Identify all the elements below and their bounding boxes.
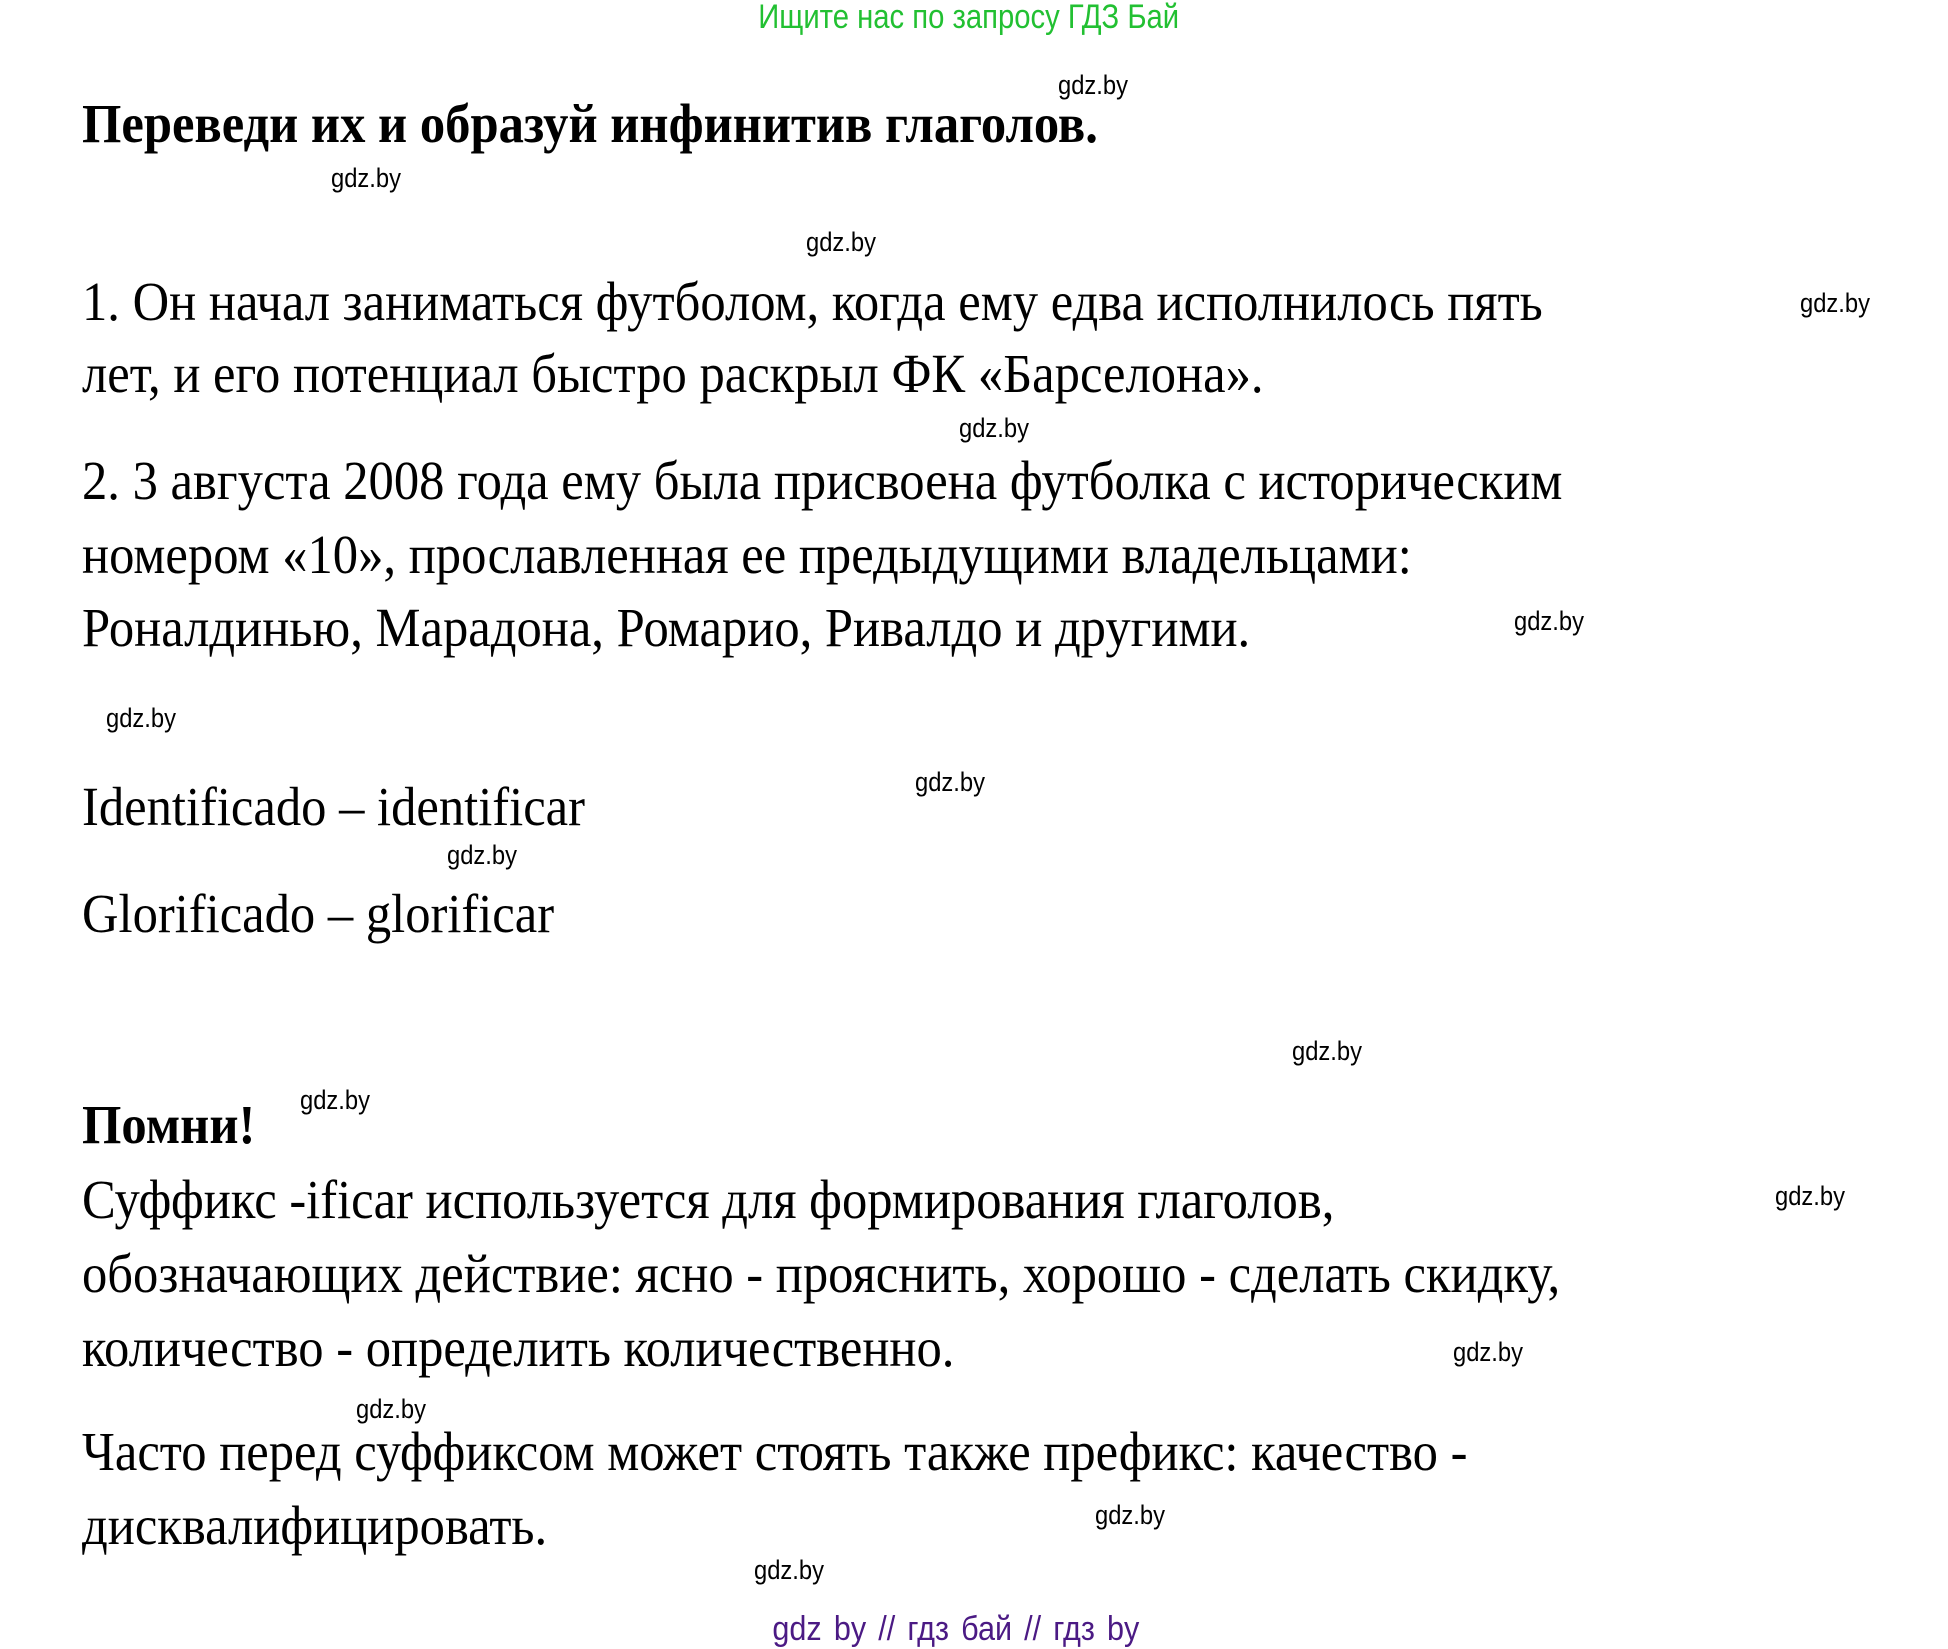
remember-p1-line-1: Суффикс -ificar используется для формирования глаголов, <box>82 1169 1335 1230</box>
watermark: gdz.by <box>754 1555 825 1585</box>
watermark: gdz.by <box>331 163 402 193</box>
watermark: gdz.by <box>1292 1036 1363 1066</box>
sentence-2-line-3: Роналдинью, Марадона, Ромарио, Ривалдо и другими. <box>82 597 1251 658</box>
sentence-1-line-2: лет, и его потенциал быстро раскрыл ФК «Барселона». <box>82 343 1264 404</box>
remember-p1-line-3: количество - определить количественно. <box>82 1317 955 1378</box>
remember-heading: Помни! <box>82 1094 256 1155</box>
answer-identificar: Identificado – identificar <box>82 776 585 837</box>
sentence-1-line-1: 1. Он начал заниматься футболом, когда ему едва исполнилось пять <box>82 271 1543 332</box>
sentence-2-line-2: номером «10», прославленная ее предыдущими владельцами: <box>82 524 1412 585</box>
watermark: gdz.by <box>1775 1181 1846 1211</box>
watermark: gdz.by <box>959 413 1030 443</box>
watermark: gdz.by <box>300 1085 371 1115</box>
remember-p2-line-1: Часто перед суффиксом может стоять также префикс: качество - <box>82 1421 1468 1482</box>
watermark: gdz.by <box>356 1394 427 1424</box>
footer-links[interactable]: gdz by // гдз бай // гдз by <box>772 1610 1140 1648</box>
top-banner[interactable]: Ищите нас по запросу ГДЗ Бай <box>758 0 1180 36</box>
answer-glorificar: Glorificado – glorificar <box>82 883 555 944</box>
watermark: gdz.by <box>106 703 177 733</box>
watermark: gdz.by <box>1453 1337 1524 1367</box>
watermark: gdz.by <box>1514 606 1585 636</box>
watermark: gdz.by <box>1800 288 1871 318</box>
watermark: gdz.by <box>915 767 986 797</box>
task-heading: Переведи их и образуй инфинитив глаголов. <box>82 93 1098 154</box>
sentence-2-line-1: 2. 3 августа 2008 года ему была присвоена футболка с историческим <box>82 450 1563 511</box>
remember-p2-line-2: дисквалифицировать. <box>82 1495 548 1556</box>
watermark: gdz.by <box>1058 70 1129 100</box>
watermark: gdz.by <box>447 840 518 870</box>
watermark: gdz.by <box>1095 1500 1166 1530</box>
remember-p1-line-2: обозначающих действие: ясно - прояснить, хорошо - сделать скидку, <box>82 1243 1561 1304</box>
watermark: gdz.by <box>806 227 877 257</box>
